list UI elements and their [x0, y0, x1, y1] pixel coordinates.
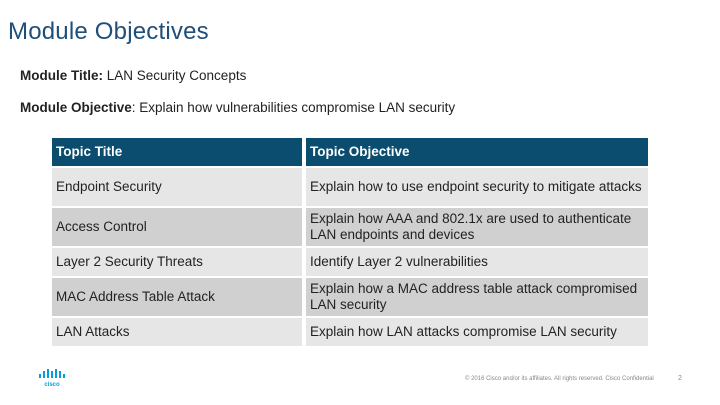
header-topic-objective: Topic Objective — [306, 138, 648, 166]
module-title-value: LAN Security Concepts — [106, 68, 247, 83]
topic-objective-cell: Explain how to use endpoint security to mitigate attacks — [306, 168, 648, 206]
topic-objective-cell: Identify Layer 2 vulnerabilities — [306, 248, 648, 276]
topic-title-cell: Endpoint Security — [52, 168, 302, 206]
svg-text:cisco: cisco — [44, 382, 60, 387]
table-row — [52, 208, 648, 246]
module-objective-value: : Explain how vulnerabilities compromise LAN security — [131, 100, 456, 115]
table-header-row — [52, 138, 648, 166]
topic-title-cell: Access Control — [52, 208, 302, 246]
topic-title-cell: Layer 2 Security Threats — [52, 248, 302, 276]
table-row — [52, 278, 648, 316]
module-title-line — [20, 68, 246, 83]
copyright-text: © 2016 Cisco and/or its affiliates. All rights reserved. Cisco Confidential — [465, 376, 654, 382]
module-objective-label: Module Objective — [20, 100, 132, 115]
module-objective-line — [20, 100, 455, 115]
topic-title-cell: MAC Address Table Attack — [52, 278, 302, 316]
table-row — [52, 248, 648, 276]
topic-objective-cell: Explain how AAA and 802.1x are used to authenticate LAN endpoints and devices — [306, 208, 648, 246]
module-title-label: Module Title: — [20, 68, 103, 83]
topic-objective-cell: Explain how LAN attacks compromise LAN security — [306, 318, 648, 346]
table-row — [52, 168, 648, 206]
table-row — [52, 318, 648, 346]
header-topic-title: Topic Title — [52, 138, 302, 166]
page-title: Module Objectives — [8, 18, 209, 45]
topics-table — [52, 136, 648, 348]
cisco-logo-icon — [38, 369, 68, 392]
page-number: 2 — [678, 375, 682, 382]
topic-title-cell: LAN Attacks — [52, 318, 302, 346]
topic-objective-cell: Explain how a MAC address table attack compromised LAN security — [306, 278, 648, 316]
